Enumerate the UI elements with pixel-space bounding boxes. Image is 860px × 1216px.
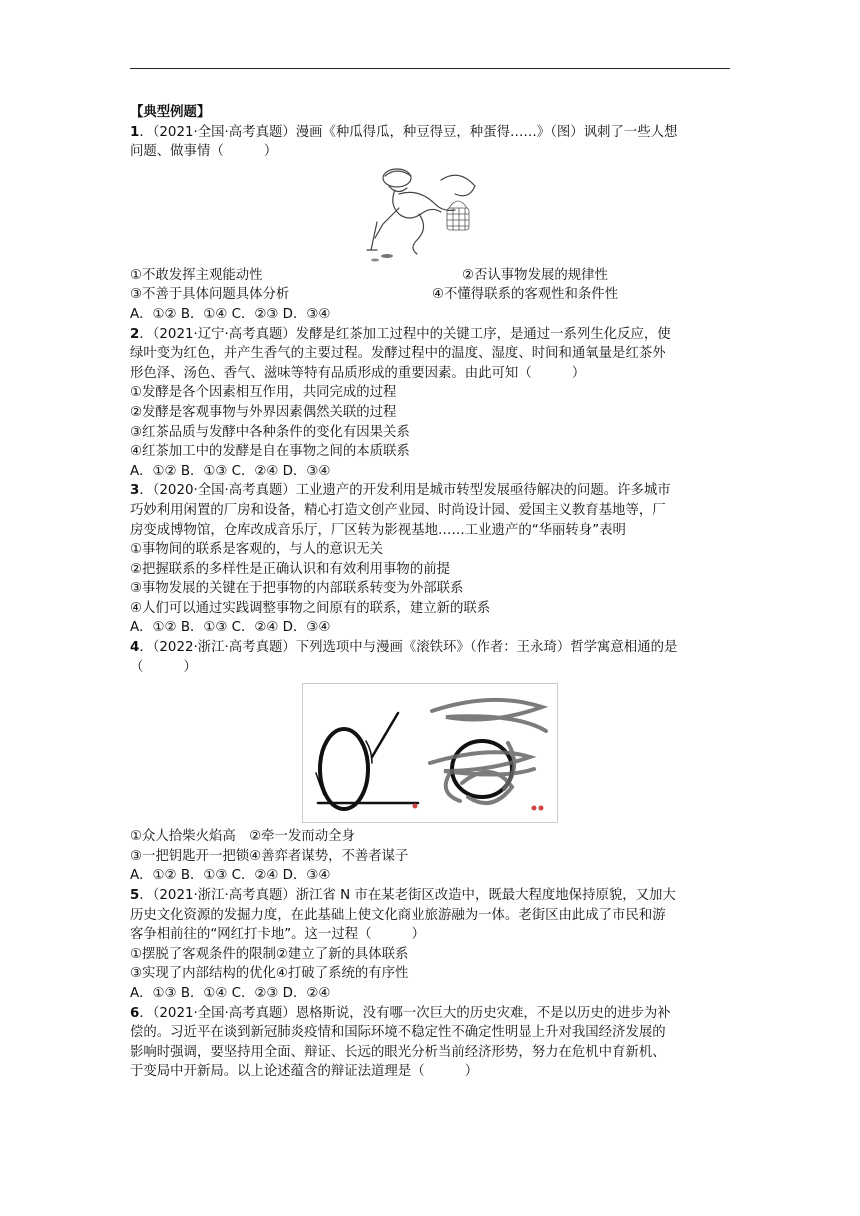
- option-2: ②否认事物发展的规律性: [462, 267, 608, 283]
- option-3: ③事物发展的关键在于把事物的内部联系转变为外部联系: [130, 581, 464, 597]
- section-heading: 【典型例题】: [130, 105, 211, 120]
- question-stem-line: ．（2021·辽宁·高考真题）发酵是红茶加工过程中的关键工序，是通过一系列生化反应，使: [139, 326, 671, 342]
- option-4: ④人们可以通过实践调整事物之间原有的联系，建立新的联系: [130, 600, 491, 616]
- option-1: ①不敢发挥主观能动性: [130, 267, 263, 283]
- option-2: ②把握联系的多样性是正确认识和有效利用事物的前提: [130, 561, 450, 577]
- question-number: 2: [130, 326, 140, 342]
- question-stem-line: 问题、做事情（ ）: [130, 144, 278, 160]
- question-number: 1: [130, 124, 140, 140]
- cartoon-planting-egg-image: [355, 164, 485, 264]
- answer-choices: A．①② B．①③ C．②④ D．③④: [130, 868, 331, 884]
- option-line-1: ①摆脱了客观条件的限制②建立了新的具体联系: [130, 946, 409, 962]
- question-number: 4: [130, 640, 140, 656]
- question-stem-line: 绿叶变为红色，并产生香气的主要过程。发酵过程中的温度、湿度、时间和通氧量是红茶外: [130, 346, 666, 362]
- option-4: ④不懂得联系的客观性和条件性: [432, 287, 619, 303]
- question-stem-line: ．（2020·全国·高考真题）工业遗产的开发利用是城市转型发展亟待解决的问题。许多城市: [139, 483, 671, 499]
- option-line-1: ①众人拾柴火焰高 ②牵一发而动全身: [130, 829, 355, 845]
- answer-choices: A．①③ B．①④ C．②③ D．②④: [130, 986, 331, 1001]
- option-2: ②发酵是客观事物与外界因素偶然关联的过程: [130, 404, 397, 420]
- option-line-2: ③一把钥匙开一把锁④善弈者谋势，不善者谋子: [130, 848, 409, 864]
- question-stem-line: 于变局中开新局。以上论述蕴含的辩证法道理是（ ）: [130, 1064, 479, 1080]
- question-stem-line: 历史文化资源的发掘力度，在此基础上使文化商业旅游融为一体。老街区由此成了市民和游: [130, 907, 666, 923]
- question-number: 3: [130, 483, 140, 499]
- question-stem-line: 客争相前往的“网红打卡地”。这一过程（ ）: [130, 927, 426, 943]
- question-3: [130, 481, 730, 638]
- question-stem-line: 影响时强调，要坚持用全面、辩证、长远的眼光分析当前经济形势，努力在危机中育新机、: [130, 1044, 666, 1060]
- question-stem-line: 形色泽、汤色、香气、滋味等特有品质形成的重要因素。由此可知（ ）: [130, 365, 586, 381]
- question-stem-line: ．（2022·浙江·高考真题）下列选项中与漫画《滚铁环》（作者：王永琦）哲学寓意相通的是: [139, 640, 678, 656]
- option-4: ④红茶加工中的发酵是自在事物之间的本质联系: [130, 444, 410, 460]
- option-1: ①事物间的联系是客观的，与人的意识无关: [130, 542, 384, 558]
- option-3: ③不善于具体问题具体分析: [130, 287, 290, 303]
- question-2: [130, 325, 730, 482]
- question-stem-line: ．（2021·全国·高考真题）漫画《种瓜得瓜，种豆得豆，种蛋得……》（图）讽刺了一些人想: [139, 124, 678, 140]
- question-4: [130, 638, 730, 886]
- option-line-2: ③实现了内部结构的优化④打破了系统的有序性: [130, 966, 409, 982]
- question-stem-line: ．（2021·全国·高考真题）恩格斯说，没有哪一次巨大的历史灾难，不是以历史的进步为补: [139, 1005, 671, 1021]
- question-1: [130, 123, 730, 325]
- option-3: ③红茶品质与发酵中各种条件的变化有因果关系: [130, 424, 410, 440]
- question-5: [130, 886, 730, 1004]
- question-6: [130, 1004, 730, 1082]
- header-rule: [130, 68, 730, 69]
- document-body: [130, 103, 730, 1082]
- option-1: ①发酵是各个因素相互作用，共同完成的过程: [130, 385, 397, 401]
- answer-choices: A．①② B．①④ C．②③ D．③④: [130, 306, 331, 322]
- question-stem-line: （ ）: [130, 659, 197, 675]
- answer-choices: A．①② B．①③ C．②④ D．③④: [130, 620, 331, 636]
- cartoon-rolling-hoop-image: [302, 683, 558, 823]
- question-stem-line: 偿的。习近平在谈到新冠肺炎疫情和国际环境不稳定性不确定性明显上升对我国经济发展的: [130, 1025, 666, 1041]
- question-stem-line: 房变成博物馆，仓库改成音乐厅，厂区转为影视基地……工业遗产的“华丽转身”表明: [130, 522, 626, 538]
- question-number: 5: [130, 888, 140, 904]
- question-stem-line: 巧妙利用闲置的厂房和设备，精心打造文创产业园、时尚设计园、爱国主义教育基地等，厂: [130, 502, 666, 518]
- question-stem-line: ．（2021·浙江·高考真题）浙江省 N 市在某老街区改造中，既最大程度地保持原貌，又加大: [139, 888, 676, 904]
- answer-choices: A．①② B．①③ C．②④ D．③④: [130, 463, 331, 479]
- question-number: 6: [130, 1005, 140, 1021]
